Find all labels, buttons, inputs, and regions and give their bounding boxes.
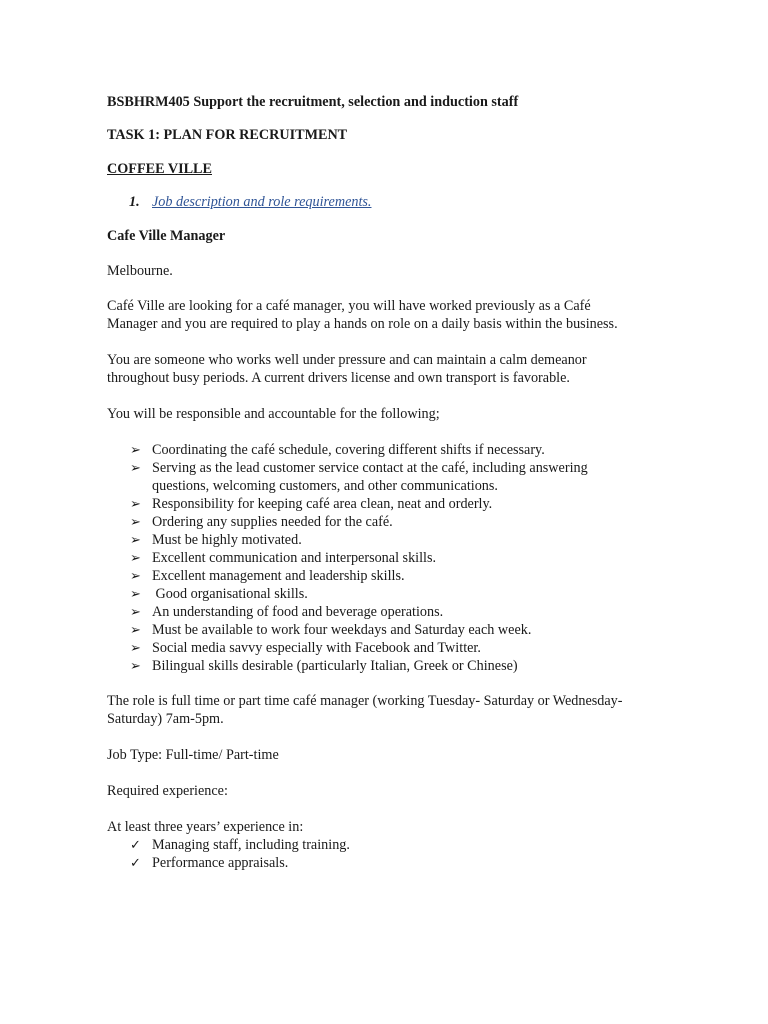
arrow-bullet-icon: ➢	[130, 586, 141, 601]
list-item: ➢ Responsibility for keeping café area clean, neat and orderly.	[130, 496, 493, 512]
role-line-2: Saturday) 7am-5pm.	[107, 711, 224, 727]
list-item: ➢ Excellent communication and interpersonal skills.	[130, 550, 437, 566]
list-item: ➢ Bilingual skills desirable (particularly Italian, Greek or Chinese)	[130, 658, 518, 674]
role-line-1: The role is full time or part time café manager (working Tuesday- Saturday or Wednesday-	[107, 693, 623, 709]
list-item: ✓ Performance appraisals.	[130, 855, 289, 871]
job-title: Cafe Ville Manager	[107, 228, 226, 244]
arrow-bullet-icon: ➢	[130, 604, 141, 619]
section-number: 1.	[129, 194, 140, 210]
checkmark-icon: ✓	[130, 837, 141, 852]
pressure-line-2: throughout busy periods. A current drivers license and own transport is favorable.	[107, 370, 570, 386]
list-item: ➢ Good organisational skills.	[130, 586, 308, 602]
location-text: Melbourne.	[107, 263, 173, 279]
intro-line-2: Manager and you are required to play a hands on role on a daily basis within the business.	[107, 316, 618, 332]
list-item: ➢ Must be highly motivated.	[130, 532, 302, 548]
arrow-bullet-icon: ➢	[130, 550, 141, 565]
arrow-bullet-icon: ➢	[130, 658, 141, 673]
course-title: BSBHRM405 Support the recruitment, selection and induction staff	[107, 94, 519, 110]
list-item: ➢ Serving as the lead customer service contact at the café, including answering	[130, 460, 588, 476]
experience-intro: At least three years’ experience in:	[107, 819, 304, 835]
list-item: ➢ Ordering any supplies needed for the café.	[130, 514, 393, 530]
arrow-bullet-icon: ➢	[130, 568, 141, 583]
list-item: ➢ Coordinating the café schedule, covering different shifts if necessary.	[130, 442, 545, 458]
arrow-bullet-icon: ➢	[130, 514, 141, 529]
list-item: ➢ Excellent management and leadership skills.	[130, 568, 405, 584]
list-item-continuation: questions, welcoming customers, and other communications.	[152, 478, 498, 494]
required-experience: Required experience:	[107, 783, 228, 799]
company-title: COFFEE VILLE	[107, 161, 212, 177]
arrow-bullet-icon: ➢	[130, 442, 141, 457]
checkmark-icon: ✓	[130, 855, 141, 870]
task-title: TASK 1: PLAN FOR RECRUITMENT	[107, 127, 348, 143]
arrow-bullet-icon: ➢	[130, 496, 141, 511]
list-item: ➢ Must be available to work four weekdays and Saturday each week.	[130, 622, 532, 638]
responsible-intro: You will be responsible and accountable for the following;	[107, 406, 440, 422]
list-item: ✓ Managing staff, including training.	[130, 837, 350, 853]
arrow-bullet-icon: ➢	[130, 532, 141, 547]
section-title: Job description and role requirements.	[152, 194, 372, 210]
list-item: ➢ Social media savvy especially with Facebook and Twitter.	[130, 640, 481, 656]
job-type: Job Type: Full-time/ Part-time	[107, 747, 279, 763]
arrow-bullet-icon: ➢	[130, 622, 141, 637]
arrow-bullet-icon: ➢	[130, 460, 141, 475]
intro-line-1: Café Ville are looking for a café manager, you will have worked previously as a Café	[107, 298, 591, 314]
list-item: ➢ An understanding of food and beverage operations.	[130, 604, 444, 620]
arrow-bullet-icon: ➢	[130, 640, 141, 655]
pressure-line-1: You are someone who works well under pressure and can maintain a calm demeanor	[107, 352, 587, 368]
